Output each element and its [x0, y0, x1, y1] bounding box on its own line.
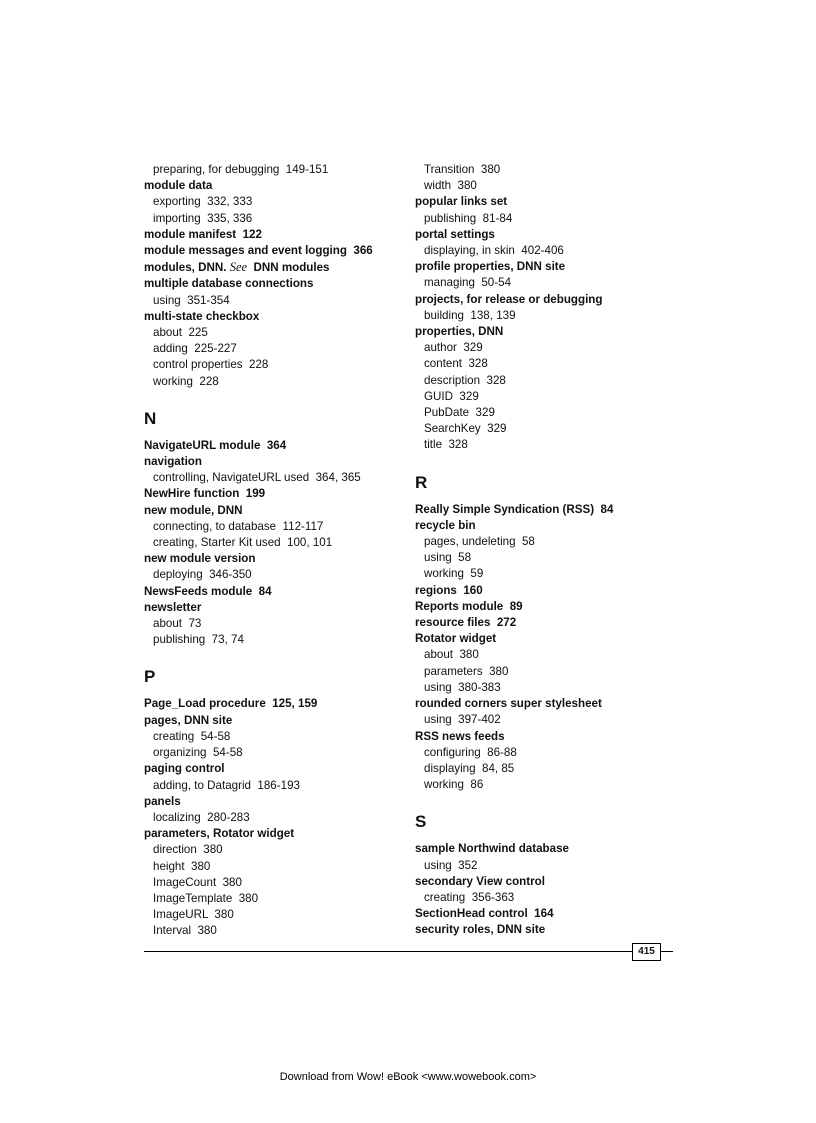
- index-main-entry: resource files 272: [415, 616, 517, 630]
- index-main-entry: multiple database connections: [144, 277, 314, 291]
- index-sub-entry: connecting, to database 112-117: [153, 519, 324, 533]
- footer-rule-tail: [661, 951, 673, 952]
- index-main-entry: Rotator widget: [415, 632, 497, 646]
- index-sub-entry: using 380-383: [424, 680, 501, 694]
- index-main-entry: module messages and event logging 366: [144, 244, 373, 258]
- index-sub-entry: about 225: [153, 326, 208, 340]
- index-sub-entry: working 59: [424, 567, 484, 581]
- index-main-entry: properties, DNN: [415, 325, 504, 339]
- index-sub-entry: using 397-402: [424, 713, 501, 727]
- index-sub-entry: ImageTemplate 380: [153, 891, 259, 905]
- index-main-entry: module data: [144, 179, 213, 193]
- page-number: 415: [632, 943, 661, 961]
- index-main-entry: navigation: [144, 455, 202, 469]
- index-main-entry: Reports module 89: [415, 599, 523, 613]
- index-main-entry: portal settings: [415, 227, 495, 241]
- index-sub-entry: PubDate 329: [424, 406, 495, 420]
- index-sub-entry: displaying, in skin 402-406: [424, 244, 564, 258]
- index-main-entry: security roles, DNN site: [415, 923, 546, 937]
- index-main-entry: NewsFeeds module 84: [144, 584, 272, 598]
- index-sub-entry: configuring 86-88: [424, 745, 517, 759]
- index-main-entry: [144, 259, 404, 276]
- index-main-entry: parameters, Rotator widget: [144, 827, 295, 841]
- download-footer: Download from Wow! eBook <www.wowebook.com>: [279, 1071, 537, 1083]
- footer-rule: [144, 951, 632, 952]
- index-sub-entry: direction 380: [153, 843, 223, 857]
- index-main-entry: rounded corners super stylesheet: [415, 697, 602, 711]
- index-entry-term: modules, DNN.: [144, 261, 230, 275]
- index-sub-entry: displaying 84, 85: [424, 761, 515, 775]
- index-main-entry: module manifest 122: [144, 227, 262, 241]
- see-target: DNN modules: [247, 261, 330, 275]
- index-main-entry: secondary View control: [415, 874, 545, 888]
- index-main-entry: RSS news feeds: [415, 729, 505, 743]
- index-main-entry: new module version: [144, 552, 256, 566]
- index-main-entry: NavigateURL module 364: [144, 438, 287, 452]
- index-sub-entry: working 86: [424, 778, 484, 792]
- index-sub-entry: Interval 380: [153, 924, 217, 938]
- index-main-entry: recycle bin: [415, 518, 476, 532]
- index-main-entry: Page_Load procedure 125, 159: [144, 697, 318, 711]
- index-sub-entry: description 328: [424, 373, 506, 387]
- index-main-entry: NewHire function 199: [144, 487, 266, 501]
- index-sub-entry: adding, to Datagrid 186-193: [153, 778, 300, 792]
- index-sub-entry: importing 335, 336: [153, 211, 253, 225]
- index-sub-entry: creating 54-58: [153, 729, 231, 743]
- index-main-entry: sample Northwind database: [415, 842, 569, 856]
- index-sub-entry: creating 356-363: [424, 890, 515, 904]
- index-sub-entry: pages, undeleting 58: [424, 535, 535, 549]
- index-main-entry: newsletter: [144, 600, 202, 614]
- index-sub-entry: about 73: [153, 617, 202, 631]
- index-section-letter: N: [144, 408, 157, 428]
- index-sub-entry: author 329: [424, 341, 483, 355]
- index-sub-entry: publishing 73, 74: [153, 633, 244, 647]
- index-sub-entry: ImageCount 380: [153, 875, 242, 889]
- index-main-entry: Really Simple Syndication (RSS) 84: [415, 502, 614, 516]
- index-sub-entry: preparing, for debugging 149-151: [153, 163, 329, 176]
- index-section-letter: R: [415, 472, 428, 492]
- index-sub-entry: control properties 228: [153, 358, 269, 372]
- index-sub-entry: using 352: [424, 858, 478, 872]
- index-sub-entry: creating, Starter Kit used 100, 101: [153, 536, 333, 550]
- index-sub-entry: content 328: [424, 357, 488, 371]
- index-sub-entry: ImageURL 380: [153, 908, 234, 922]
- index-main-entry: SectionHead control 164: [415, 907, 554, 921]
- see-reference: See: [229, 260, 248, 275]
- index-sub-entry: about 380: [424, 648, 479, 662]
- index-main-entry: projects, for release or debugging: [415, 292, 603, 306]
- index-main-entry: new module, DNN: [144, 503, 243, 517]
- index-section-letter: S: [415, 812, 427, 832]
- index-column-left: [144, 162, 404, 940]
- index-main-entry: pages, DNN site: [144, 713, 233, 727]
- index-sub-entry: working 228: [153, 374, 219, 388]
- index-sub-entry: using 58: [424, 551, 472, 565]
- index-sub-entry: title 328: [424, 438, 468, 452]
- index-sub-entry: building 138, 139: [424, 308, 516, 322]
- index-column-right: [415, 162, 675, 939]
- index-main-entry: paging control: [144, 762, 225, 776]
- index-main-entry: regions 160: [415, 583, 483, 597]
- index-sub-entry: using 351-354: [153, 293, 230, 307]
- index-main-entry: panels: [144, 794, 181, 808]
- index-sub-entry: controlling, NavigateURL used 364, 365: [153, 471, 361, 485]
- index-sub-entry: SearchKey 329: [424, 422, 507, 436]
- index-main-entry: popular links set: [415, 195, 508, 209]
- index-sub-entry: Transition 380: [424, 163, 501, 176]
- index-sub-entry: organizing 54-58: [153, 746, 243, 760]
- index-sub-entry: parameters 380: [424, 664, 509, 678]
- index-sub-entry: deploying 346-350: [153, 568, 252, 582]
- index-main-entry: profile properties, DNN site: [415, 260, 566, 274]
- index-sub-entry: adding 225-227: [153, 342, 237, 356]
- index-sub-entry: localizing 280-283: [153, 810, 250, 824]
- index-sub-entry: height 380: [153, 859, 211, 873]
- index-section-letter: P: [144, 667, 156, 687]
- index-main-entry: multi-state checkbox: [144, 309, 260, 323]
- index-sub-entry: managing 50-54: [424, 276, 512, 290]
- index-sub-entry: GUID 329: [424, 389, 479, 403]
- index-sub-entry: width 380: [424, 179, 477, 193]
- index-sub-entry: exporting 332, 333: [153, 195, 253, 209]
- index-sub-entry: publishing 81-84: [424, 211, 513, 225]
